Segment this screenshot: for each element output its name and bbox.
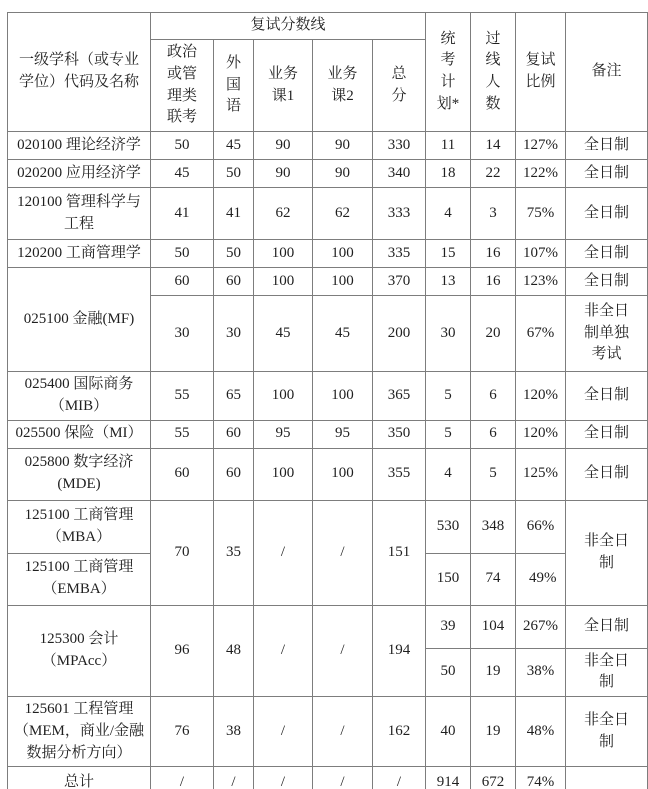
value-cell: 30 bbox=[151, 296, 214, 372]
value-cell: / bbox=[151, 767, 214, 789]
header-total-score: 总分 bbox=[373, 40, 426, 132]
program-label-cell: 125100 工商管理（EMBA） bbox=[8, 553, 151, 605]
value-cell: 全日制 bbox=[566, 420, 648, 448]
value-cell: 39 bbox=[426, 605, 471, 648]
value-cell: / bbox=[254, 767, 313, 789]
value-cell: 20 bbox=[471, 296, 516, 372]
value-cell: 107% bbox=[516, 240, 566, 268]
value-cell: 162 bbox=[373, 697, 426, 767]
table-row bbox=[8, 605, 648, 648]
value-cell: 90 bbox=[313, 132, 373, 160]
value-cell: / bbox=[254, 697, 313, 767]
table-row bbox=[8, 240, 648, 268]
header-note: 备注 bbox=[566, 13, 648, 132]
value-cell: 330 bbox=[373, 132, 426, 160]
value-cell: 50 bbox=[214, 240, 254, 268]
value-cell: 95 bbox=[254, 420, 313, 448]
value-cell: 100 bbox=[313, 268, 373, 296]
value-cell: 全日制 bbox=[566, 132, 648, 160]
value-cell: 30 bbox=[214, 296, 254, 372]
value-cell: 19 bbox=[471, 648, 516, 697]
value-cell: 全日制 bbox=[566, 160, 648, 188]
value-cell: 11 bbox=[426, 132, 471, 160]
value-cell: 350 bbox=[373, 420, 426, 448]
value-cell: 5 bbox=[471, 448, 516, 500]
value-cell: 335 bbox=[373, 240, 426, 268]
value-cell bbox=[566, 767, 648, 789]
value-cell: 41 bbox=[214, 188, 254, 240]
program-label-cell: 025400 国际商务（MIB） bbox=[8, 372, 151, 421]
value-cell: 非全日制 bbox=[566, 648, 648, 697]
value-cell: 62 bbox=[254, 188, 313, 240]
value-cell: 40 bbox=[426, 697, 471, 767]
program-label-cell: 125300 会计（MPAcc） bbox=[8, 605, 151, 697]
value-cell: 340 bbox=[373, 160, 426, 188]
value-cell: 全日制 bbox=[566, 372, 648, 421]
value-cell: 6 bbox=[471, 420, 516, 448]
value-cell: 333 bbox=[373, 188, 426, 240]
value-cell: 19 bbox=[471, 697, 516, 767]
table-row bbox=[8, 268, 648, 296]
value-cell: 96 bbox=[151, 605, 214, 697]
value-cell: 48% bbox=[516, 697, 566, 767]
value-cell: 60 bbox=[214, 420, 254, 448]
value-cell: 914 bbox=[426, 767, 471, 789]
value-cell: 100 bbox=[313, 240, 373, 268]
value-cell: 75% bbox=[516, 188, 566, 240]
value-cell: 非全日制 bbox=[566, 697, 648, 767]
header-foreign-language: 外国语 bbox=[214, 40, 254, 132]
value-cell: 13 bbox=[426, 268, 471, 296]
value-cell: 22 bbox=[471, 160, 516, 188]
value-cell: 16 bbox=[471, 240, 516, 268]
value-cell: 15 bbox=[426, 240, 471, 268]
value-cell: 151 bbox=[373, 500, 426, 605]
header-course2: 业务课2 bbox=[313, 40, 373, 132]
table-body bbox=[8, 132, 648, 789]
value-cell: 49% bbox=[516, 553, 566, 605]
value-cell: 55 bbox=[151, 420, 214, 448]
value-cell: 74% bbox=[516, 767, 566, 789]
value-cell: 100 bbox=[313, 448, 373, 500]
value-cell: 122% bbox=[516, 160, 566, 188]
value-cell: 67% bbox=[516, 296, 566, 372]
program-label-cell: 120100 管理科学与工程 bbox=[8, 188, 151, 240]
header-course1: 业务课1 bbox=[254, 40, 313, 132]
value-cell: 370 bbox=[373, 268, 426, 296]
value-cell: 45 bbox=[151, 160, 214, 188]
value-cell: 50 bbox=[151, 240, 214, 268]
value-cell: / bbox=[214, 767, 254, 789]
value-cell: 65 bbox=[214, 372, 254, 421]
value-cell: 100 bbox=[254, 268, 313, 296]
value-cell: 120% bbox=[516, 372, 566, 421]
program-label-cell: 025800 数字经济(MDE) bbox=[8, 448, 151, 500]
value-cell: 55 bbox=[151, 372, 214, 421]
value-cell: 全日制 bbox=[566, 605, 648, 648]
value-cell: 全日制 bbox=[566, 448, 648, 500]
value-cell: 全日制 bbox=[566, 188, 648, 240]
value-cell: 100 bbox=[254, 448, 313, 500]
value-cell: / bbox=[313, 605, 373, 697]
header-group-score-line: 复试分数线 bbox=[151, 13, 426, 40]
header-program: 一级学科（或专业学位）代码及名称 bbox=[8, 13, 151, 132]
value-cell: 150 bbox=[426, 553, 471, 605]
table-row bbox=[8, 767, 648, 789]
program-label-cell: 025100 金融(MF) bbox=[8, 268, 151, 372]
value-cell: 50 bbox=[214, 160, 254, 188]
value-cell: 18 bbox=[426, 160, 471, 188]
table-row bbox=[8, 420, 648, 448]
program-label-cell: 125100 工商管理（MBA） bbox=[8, 500, 151, 553]
value-cell: 5 bbox=[426, 372, 471, 421]
value-cell: 267% bbox=[516, 605, 566, 648]
table-row bbox=[8, 697, 648, 767]
value-cell: 60 bbox=[151, 268, 214, 296]
table-header bbox=[8, 13, 648, 132]
value-cell: 4 bbox=[426, 448, 471, 500]
score-line-table bbox=[7, 12, 648, 789]
value-cell: 355 bbox=[373, 448, 426, 500]
value-cell: 50 bbox=[426, 648, 471, 697]
value-cell: 70 bbox=[151, 500, 214, 605]
value-cell: 6 bbox=[471, 372, 516, 421]
value-cell: 全日制 bbox=[566, 240, 648, 268]
value-cell: 45 bbox=[214, 132, 254, 160]
value-cell: / bbox=[373, 767, 426, 789]
value-cell: 48 bbox=[214, 605, 254, 697]
value-cell: 120% bbox=[516, 420, 566, 448]
value-cell: 14 bbox=[471, 132, 516, 160]
value-cell: 127% bbox=[516, 132, 566, 160]
value-cell: 104 bbox=[471, 605, 516, 648]
value-cell: 50 bbox=[151, 132, 214, 160]
value-cell: 200 bbox=[373, 296, 426, 372]
value-cell: 74 bbox=[471, 553, 516, 605]
value-cell: 672 bbox=[471, 767, 516, 789]
value-cell: 90 bbox=[313, 160, 373, 188]
value-cell: 非全日制单独考试 bbox=[566, 296, 648, 372]
value-cell: 45 bbox=[254, 296, 313, 372]
value-cell: 45 bbox=[313, 296, 373, 372]
value-cell: 4 bbox=[426, 188, 471, 240]
value-cell: 76 bbox=[151, 697, 214, 767]
value-cell: 41 bbox=[151, 188, 214, 240]
value-cell: / bbox=[313, 697, 373, 767]
value-cell: 35 bbox=[214, 500, 254, 605]
value-cell: 38 bbox=[214, 697, 254, 767]
value-cell: 全日制 bbox=[566, 268, 648, 296]
value-cell: / bbox=[313, 500, 373, 605]
program-label-cell: 120200 工商管理学 bbox=[8, 240, 151, 268]
value-cell: 100 bbox=[254, 240, 313, 268]
header-ratio: 复试比例 bbox=[516, 13, 566, 132]
value-cell: 90 bbox=[254, 132, 313, 160]
header-passed: 过线人数 bbox=[471, 13, 516, 132]
value-cell: 16 bbox=[471, 268, 516, 296]
program-label-cell: 025500 保险（MI） bbox=[8, 420, 151, 448]
value-cell: 38% bbox=[516, 648, 566, 697]
value-cell: 100 bbox=[254, 372, 313, 421]
value-cell: 348 bbox=[471, 500, 516, 553]
value-cell: 123% bbox=[516, 268, 566, 296]
value-cell: 100 bbox=[313, 372, 373, 421]
value-cell: / bbox=[254, 500, 313, 605]
value-cell: 62 bbox=[313, 188, 373, 240]
table-row bbox=[8, 160, 648, 188]
value-cell: 530 bbox=[426, 500, 471, 553]
value-cell: 90 bbox=[254, 160, 313, 188]
table-row bbox=[8, 500, 648, 553]
table-row bbox=[8, 448, 648, 500]
value-cell: 30 bbox=[426, 296, 471, 372]
value-cell: 60 bbox=[151, 448, 214, 500]
program-label-cell: 020200 应用经济学 bbox=[8, 160, 151, 188]
value-cell: 66% bbox=[516, 500, 566, 553]
value-cell: / bbox=[254, 605, 313, 697]
value-cell: / bbox=[313, 767, 373, 789]
table-row bbox=[8, 372, 648, 421]
program-label-cell: 总计 bbox=[8, 767, 151, 789]
value-cell: 5 bbox=[426, 420, 471, 448]
value-cell: 125% bbox=[516, 448, 566, 500]
value-cell: 95 bbox=[313, 420, 373, 448]
value-cell: 60 bbox=[214, 448, 254, 500]
header-politics: 政治或管理类联考 bbox=[151, 40, 214, 132]
value-cell: 194 bbox=[373, 605, 426, 697]
value-cell: 非全日制 bbox=[566, 500, 648, 605]
program-label-cell: 020100 理论经济学 bbox=[8, 132, 151, 160]
table-row bbox=[8, 132, 648, 160]
header-plan: 统考计划* bbox=[426, 13, 471, 132]
program-label-cell: 125601 工程管理（MEM，商业/金融数据分析方向） bbox=[8, 697, 151, 767]
value-cell: 3 bbox=[471, 188, 516, 240]
value-cell: 365 bbox=[373, 372, 426, 421]
value-cell: 60 bbox=[214, 268, 254, 296]
table-row bbox=[8, 188, 648, 240]
